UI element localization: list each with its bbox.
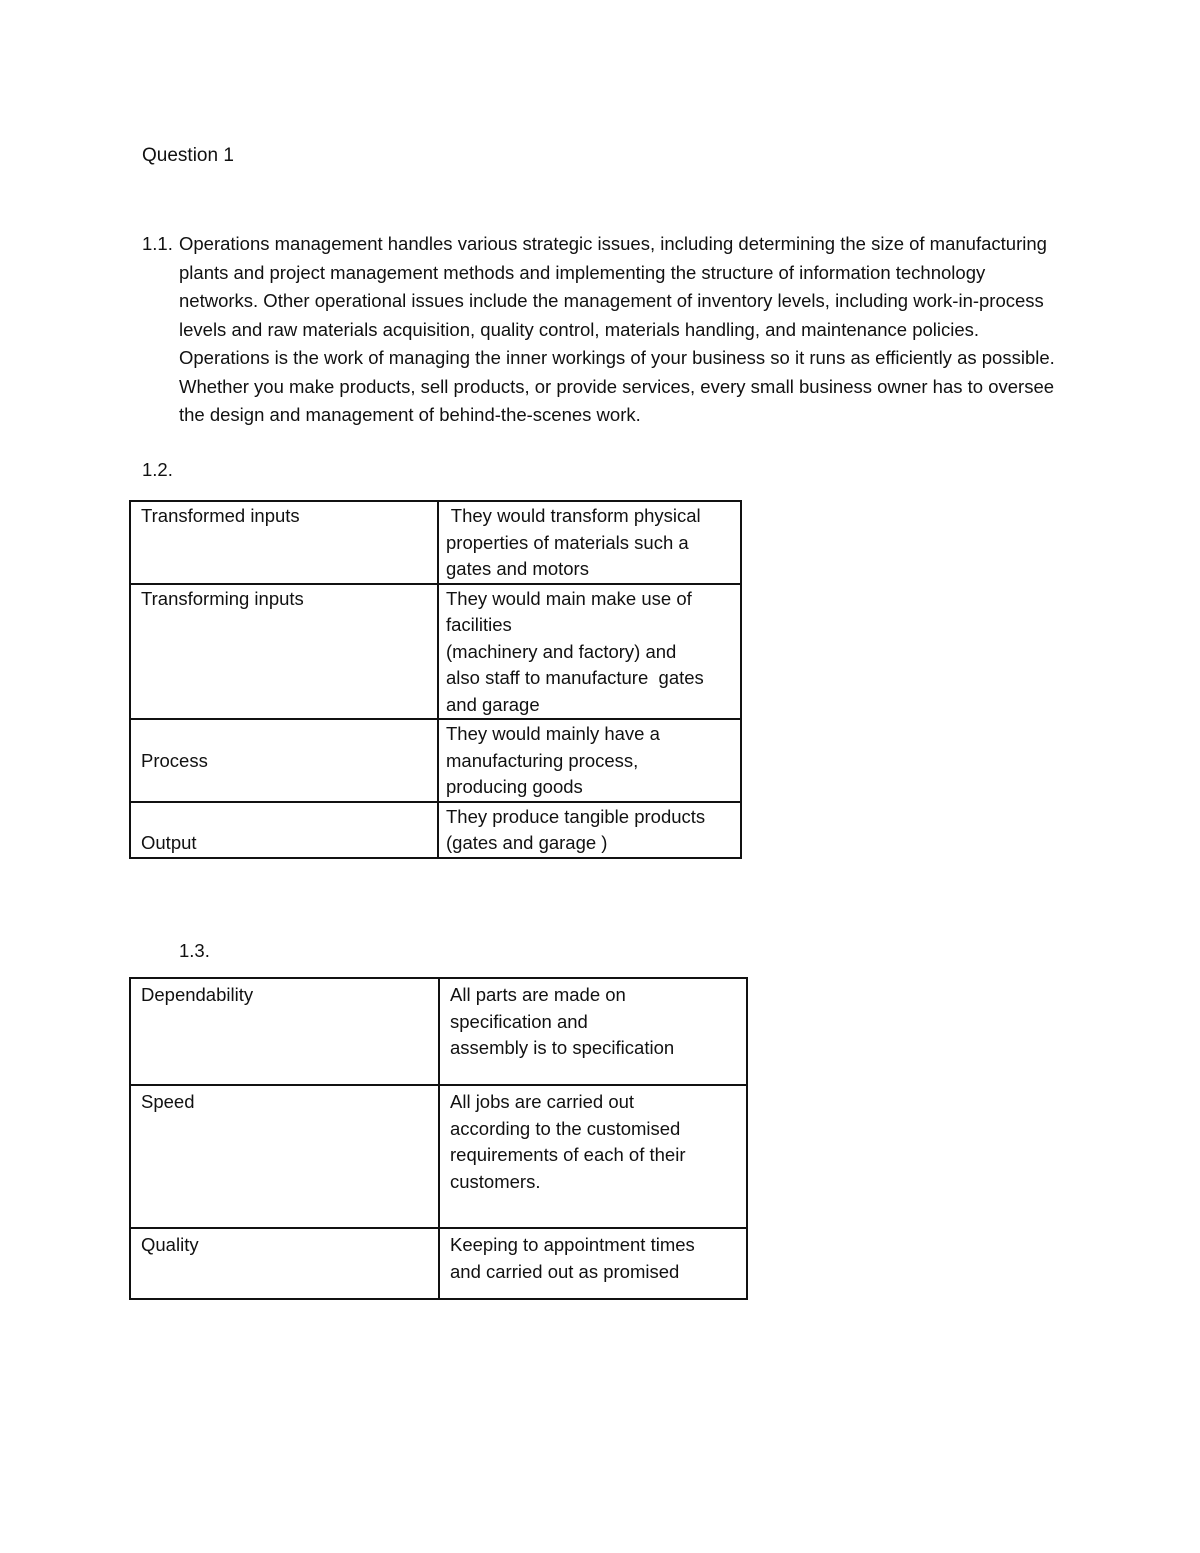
description-line: assembly is to specification bbox=[450, 1037, 675, 1058]
answer-1-1-number: 1.1. bbox=[142, 233, 173, 254]
row-label: Speed bbox=[130, 1085, 439, 1228]
answer-1-1 bbox=[142, 230, 1062, 430]
description-line: facilities bbox=[446, 614, 512, 635]
description-line: customers. bbox=[450, 1170, 541, 1192]
description-line: (gates and garage ) bbox=[446, 832, 608, 853]
description-line: All parts are made on bbox=[450, 984, 626, 1005]
description-line: producing goods bbox=[446, 776, 583, 797]
row-description bbox=[439, 1228, 747, 1299]
description-line: (machinery and factory) and bbox=[446, 640, 677, 662]
table-row bbox=[130, 719, 741, 802]
row-description bbox=[438, 802, 741, 858]
description-line: manufacturing process, bbox=[446, 749, 639, 771]
answer-1-3-number: 1.3. bbox=[179, 940, 210, 961]
description-line: specification and bbox=[450, 1010, 588, 1032]
row-description bbox=[438, 719, 741, 802]
description-line: They would mainly have a bbox=[446, 723, 660, 744]
description-line: Keeping to appointment times bbox=[450, 1234, 695, 1255]
performance-objectives-table bbox=[129, 977, 748, 1300]
description-line: also staff to manufacture gates bbox=[446, 667, 704, 688]
answer-1-1-text: Operations management handles various strategic issues, including determining the size of manufacturing plants and project management methods and implementing the structure of information technology networks. Other operational issues include the management of inventory levels, including work-in-process levels and raw materials acquisition, quality control, materials handling, and maintenance policies. Operations is the work of managing the inner workings of your business so it runs as efficiently as possible. Whether you make products, sell products, or provide services, every small business owner has to oversee the design and management of behind-the-scenes work. bbox=[179, 233, 1055, 425]
answer-1-2-number: 1.2. bbox=[142, 459, 173, 480]
description-line: and carried out as promised bbox=[450, 1260, 680, 1282]
description-line: according to the customised bbox=[450, 1117, 681, 1139]
table-row bbox=[130, 501, 741, 584]
description-line: and garage bbox=[446, 693, 540, 715]
row-label: Quality bbox=[130, 1228, 439, 1299]
table-row bbox=[130, 802, 741, 858]
description-line: They would main make use of bbox=[446, 587, 692, 609]
table-row bbox=[130, 584, 741, 720]
description-line: requirements of each of their bbox=[450, 1144, 686, 1165]
row-label: Dependability bbox=[130, 978, 439, 1085]
description-line: All jobs are carried out bbox=[450, 1091, 635, 1112]
table-row bbox=[130, 978, 747, 1085]
row-label: Output bbox=[130, 802, 438, 858]
row-description bbox=[438, 501, 741, 584]
row-label: Transforming inputs bbox=[130, 584, 438, 720]
description-line: properties of materials such a bbox=[446, 531, 689, 553]
table-row bbox=[130, 1085, 747, 1228]
question-heading: Question 1 bbox=[142, 145, 234, 166]
row-label: Process bbox=[130, 719, 438, 802]
description-line: They produce tangible products bbox=[446, 805, 706, 827]
row-description bbox=[439, 1085, 747, 1228]
description-line: gates and motors bbox=[446, 558, 589, 579]
row-label: Transformed inputs bbox=[130, 501, 438, 584]
table-row bbox=[130, 1228, 747, 1299]
row-description bbox=[438, 584, 741, 720]
transformation-table bbox=[129, 500, 742, 859]
description-line: They would transform physical bbox=[446, 505, 701, 526]
row-description bbox=[439, 978, 747, 1085]
